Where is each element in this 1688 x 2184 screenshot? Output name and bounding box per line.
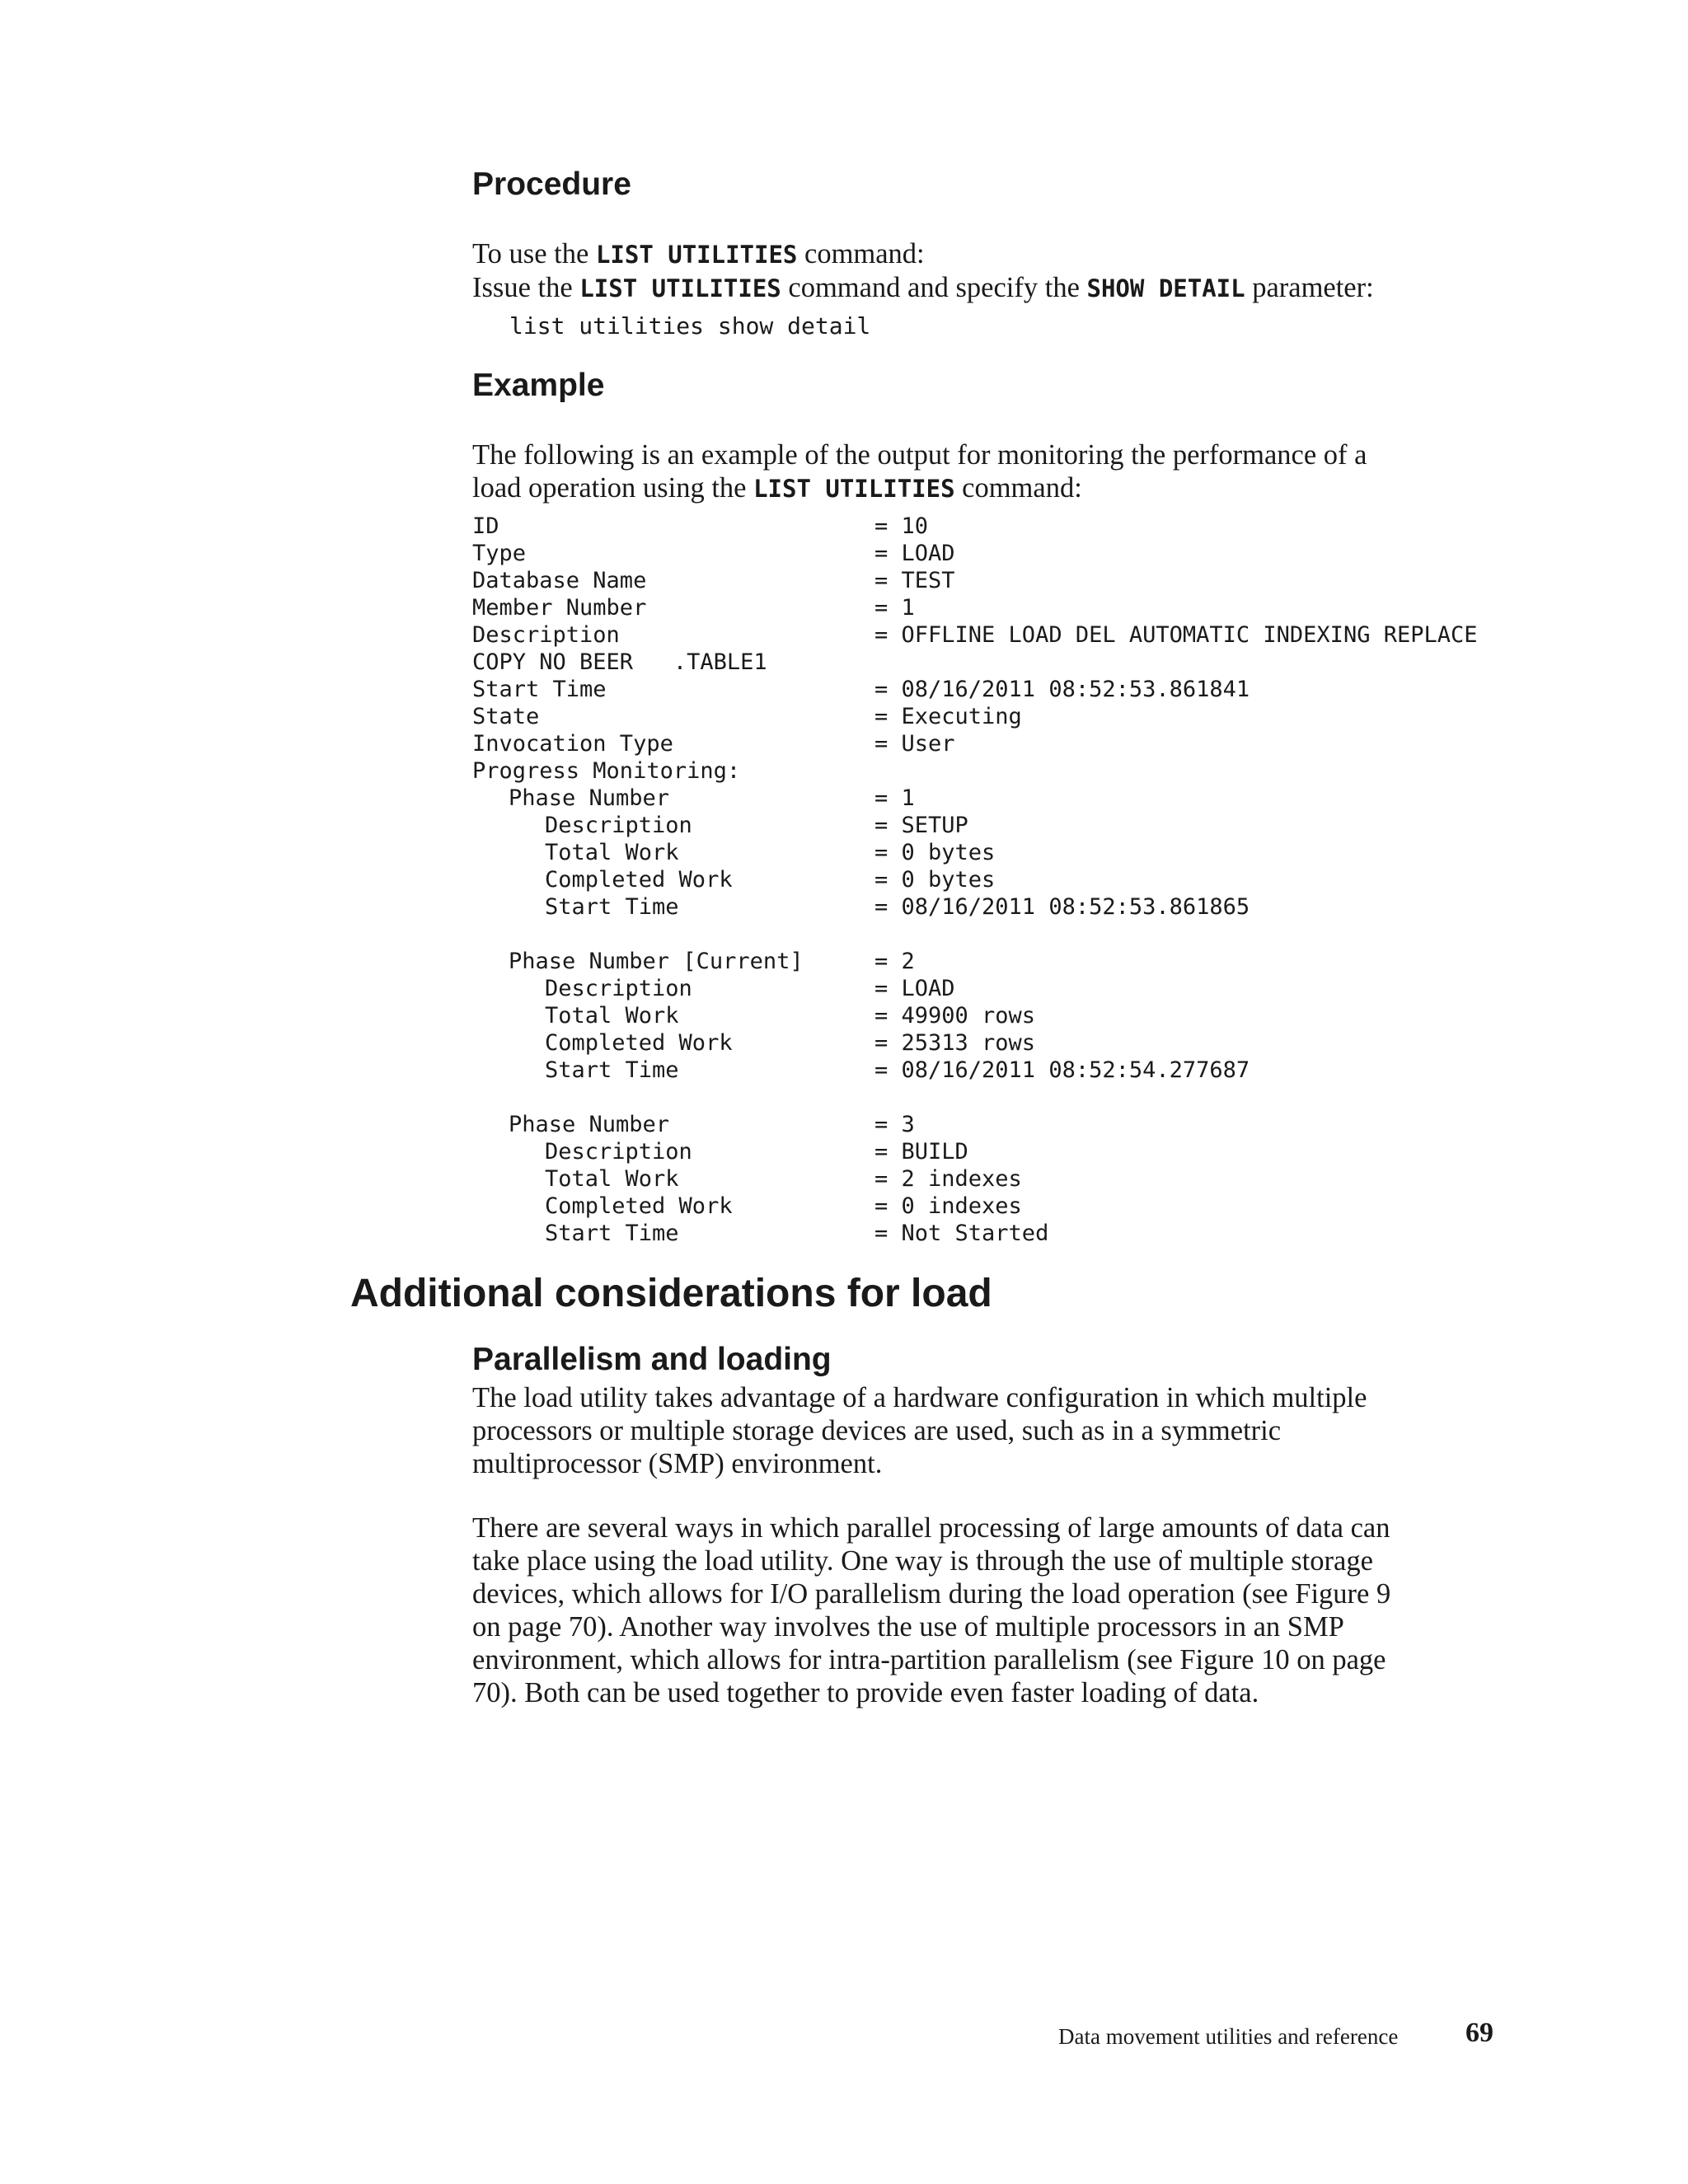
paragraph-line: There are several ways in which parallel processing of large amounts of data can xyxy=(472,1512,1390,1544)
additional-considerations-heading: Additional considerations for load xyxy=(350,1272,992,1315)
procedure-heading: Procedure xyxy=(472,166,631,202)
paragraph-line: environment, which allows for intra-partition parallelism (see Figure 10 on page xyxy=(472,1644,1386,1675)
list-utilities-keyword: LIST UTILITIES xyxy=(595,241,798,269)
example-intro xyxy=(472,438,1494,505)
paragraph-line: devices, which allows for I/O parallelism during the load operation (see Figure 9 xyxy=(472,1578,1391,1610)
parallelism-paragraph-2 xyxy=(472,1511,1494,1709)
list-utilities-keyword: LIST UTILITIES xyxy=(579,274,781,302)
example-intro-line-2: load operation using the LIST UTILITIES command: xyxy=(472,472,1082,504)
list-utilities-keyword: LIST UTILITIES xyxy=(753,475,955,503)
paragraph-line: 70). Both can be used together to provide even faster loading of data. xyxy=(472,1677,1259,1708)
paragraph-line: The load utility takes advantage of a hardware configuration in which multiple xyxy=(472,1382,1367,1413)
procedure-text xyxy=(472,237,1494,305)
paragraph-line: processors or multiple storage devices are used, such as in a symmetric xyxy=(472,1415,1282,1446)
command-example: list utilities show detail xyxy=(509,312,871,340)
example-intro-line-1: The following is an example of the output for monitoring the performance of a xyxy=(472,439,1367,471)
paragraph-line: multiprocessor (SMP) environment. xyxy=(472,1448,883,1479)
page-number: 69 xyxy=(1465,2018,1493,2048)
procedure-line-1: To use the LIST UTILITIES command: xyxy=(472,238,925,269)
procedure-line-2: Issue the LIST UTILITIES command and specify the SHOW DETAIL parameter: xyxy=(472,272,1374,303)
footer-title: Data movement utilities and reference xyxy=(1058,2024,1399,2049)
parallelism-paragraph-1 xyxy=(472,1381,1494,1480)
example-heading: Example xyxy=(472,368,605,403)
parallelism-subheading: Parallelism and loading xyxy=(472,1342,832,1377)
show-detail-keyword: SHOW DETAIL xyxy=(1086,274,1245,302)
paragraph-line: on page 70). Another way involves the use of multiple processors in an SMP xyxy=(472,1611,1344,1643)
paragraph-line: take place using the load utility. One way is through the use of multiple storage xyxy=(472,1545,1373,1577)
